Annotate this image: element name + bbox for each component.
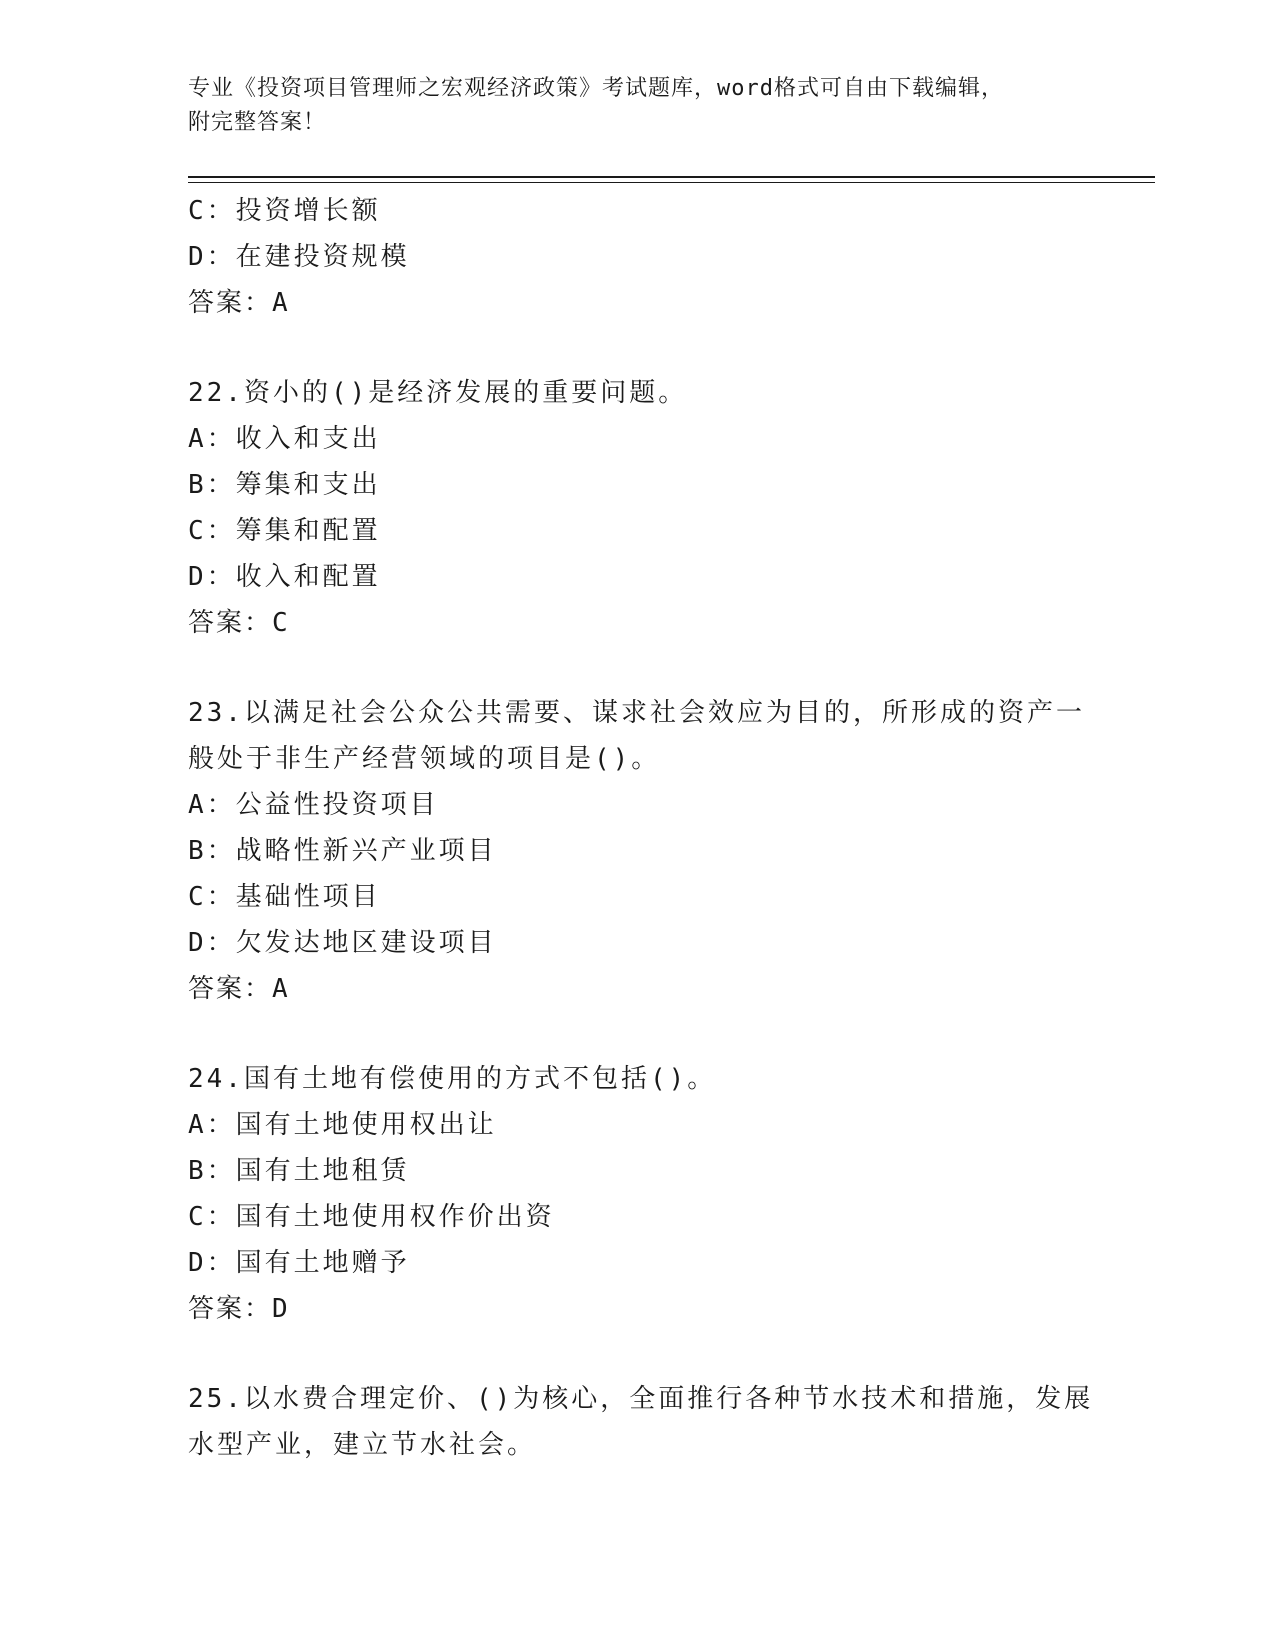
answer bbox=[188, 1286, 1088, 1332]
answer-label: 答案： bbox=[188, 608, 273, 638]
option-d: D：国有土地赠予 bbox=[188, 1248, 410, 1278]
answer bbox=[188, 600, 1088, 646]
header-divider-thin bbox=[188, 182, 1155, 183]
question-stem-line-2: 般处于非生产经营领域的项目是()。 bbox=[188, 744, 661, 774]
answer bbox=[188, 966, 1088, 1012]
answer bbox=[188, 280, 1088, 326]
option-c: C：筹集和配置 bbox=[188, 516, 381, 546]
question-stem-line-1: 25.以水费合理定价、()为核心，全面推行各种节水技术和措施，发展 bbox=[188, 1384, 1094, 1414]
answer-value: D bbox=[272, 1294, 290, 1324]
option-a: A：收入和支出 bbox=[188, 424, 381, 454]
option-d: D：收入和配置 bbox=[188, 562, 381, 592]
question-list bbox=[188, 188, 1094, 1468]
answer-value: A bbox=[272, 974, 290, 1004]
option-b: B：战略性新兴产业项目 bbox=[188, 836, 497, 866]
question-stem: 22.资小的()是经济发展的重要问题。 bbox=[188, 378, 688, 408]
answer-label: 答案： bbox=[188, 974, 273, 1004]
answer-label: 答案： bbox=[188, 1294, 273, 1324]
question-continued bbox=[188, 188, 1088, 326]
answer-label: 答案： bbox=[188, 288, 273, 318]
header-divider-thick bbox=[188, 176, 1155, 178]
question-22 bbox=[188, 370, 1088, 646]
question-24 bbox=[188, 1056, 1088, 1332]
question-23 bbox=[188, 690, 1088, 1012]
question-25 bbox=[188, 1376, 1094, 1468]
option-d: D：在建投资规模 bbox=[188, 242, 410, 272]
header-title-line-1: 专业《投资项目管理师之宏观经济政策》考试题库，word格式可自由下载编辑， bbox=[188, 76, 1004, 101]
header-title-line-2: 附完整答案！ bbox=[188, 110, 327, 135]
option-b: B：国有土地租赁 bbox=[188, 1156, 410, 1186]
option-c: C：基础性项目 bbox=[188, 882, 381, 912]
question-stem-line-2: 水型产业，建立节水社会。 bbox=[188, 1430, 537, 1460]
option-c: C：投资增长额 bbox=[188, 196, 381, 226]
option-d: D：欠发达地区建设项目 bbox=[188, 928, 497, 958]
answer-value: C bbox=[272, 608, 290, 638]
answer-value: A bbox=[272, 288, 290, 318]
question-stem-line-1: 23.以满足社会公众公共需要、谋求社会效应为目的，所形成的资产一 bbox=[188, 698, 1085, 728]
option-a: A：公益性投资项目 bbox=[188, 790, 439, 820]
option-c: C：国有土地使用权作价出资 bbox=[188, 1202, 555, 1232]
page-header bbox=[188, 72, 1088, 140]
option-a: A：国有土地使用权出让 bbox=[188, 1110, 497, 1140]
option-b: B：筹集和支出 bbox=[188, 470, 381, 500]
question-stem: 24.国有土地有偿使用的方式不包括()。 bbox=[188, 1064, 717, 1094]
